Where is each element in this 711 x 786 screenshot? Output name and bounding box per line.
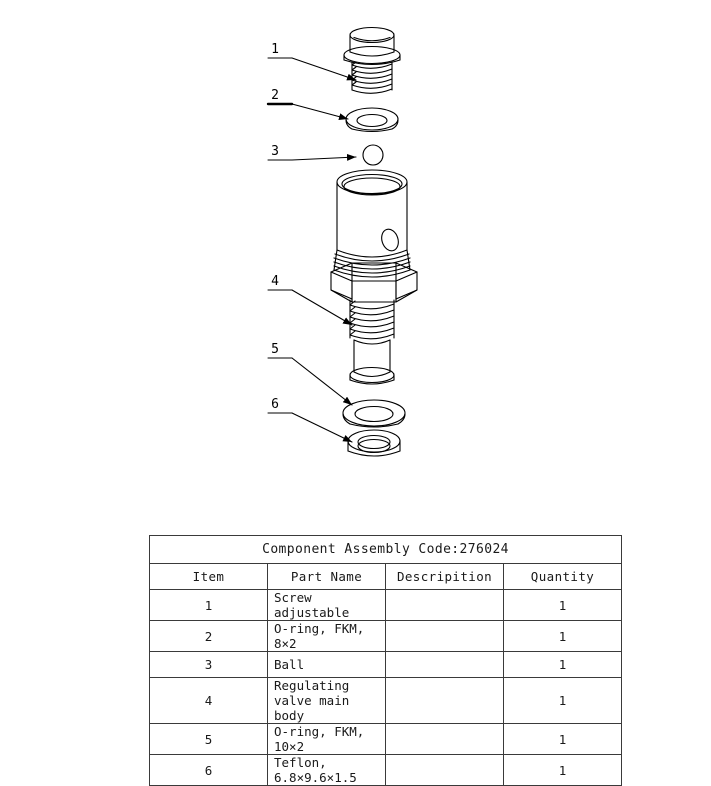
cell-quantity: 1 [504, 652, 622, 678]
part-screw-adjustable [344, 28, 400, 94]
part-ball [363, 145, 383, 165]
table-row [150, 652, 622, 678]
header-description: Descripition [386, 564, 504, 590]
cell-quantity: 1 [504, 621, 622, 652]
table-row [150, 724, 622, 755]
part-oring-10x2 [343, 400, 405, 427]
cell-description [386, 755, 504, 786]
callout-number-5: 5 [271, 342, 279, 357]
cell-part-name: O-ring, FKM, 10×2 [268, 724, 386, 755]
cell-item: 6 [150, 755, 268, 786]
header-part-name: Part Name [268, 564, 386, 590]
table-row [150, 755, 622, 786]
callout-number-1: 1 [271, 42, 279, 57]
assembly-code-title: Component Assembly Code:276024 [150, 536, 622, 564]
cell-description [386, 678, 504, 724]
cell-item: 1 [150, 590, 268, 621]
callout-number-2: 2 [271, 88, 279, 103]
cell-part-name: Screw adjustable [268, 590, 386, 621]
parts-table-container [149, 535, 622, 786]
table-row [150, 678, 622, 724]
part-oring-8x2 [346, 108, 398, 132]
cell-item: 3 [150, 652, 268, 678]
table-row [150, 621, 622, 652]
cell-description [386, 621, 504, 652]
parts-table [149, 535, 622, 786]
cell-part-name: O-ring, FKM, 8×2 [268, 621, 386, 652]
callout-number-4: 4 [271, 274, 279, 289]
part-valve-main-body [331, 170, 417, 384]
cell-quantity: 1 [504, 590, 622, 621]
cell-part-name: Regulating valve main body [268, 678, 386, 724]
cell-part-name: Teflon, 6.8×9.6×1.5 [268, 755, 386, 786]
part-teflon-washer [348, 430, 400, 456]
cell-item: 2 [150, 621, 268, 652]
cell-part-name: Ball [268, 652, 386, 678]
table-row [150, 590, 622, 621]
callout-number-3: 3 [271, 144, 279, 159]
table-header-row [150, 564, 622, 590]
table-title-row [150, 536, 622, 564]
header-quantity: Quantity [504, 564, 622, 590]
cell-description [386, 652, 504, 678]
cell-quantity: 1 [504, 755, 622, 786]
cell-item: 5 [150, 724, 268, 755]
cell-quantity: 1 [504, 724, 622, 755]
header-item: Item [150, 564, 268, 590]
callout-leader-lines [268, 58, 356, 442]
cell-quantity: 1 [504, 678, 622, 724]
cell-description [386, 590, 504, 621]
cell-description [386, 724, 504, 755]
callout-number-6: 6 [271, 397, 279, 412]
cell-item: 4 [150, 678, 268, 724]
